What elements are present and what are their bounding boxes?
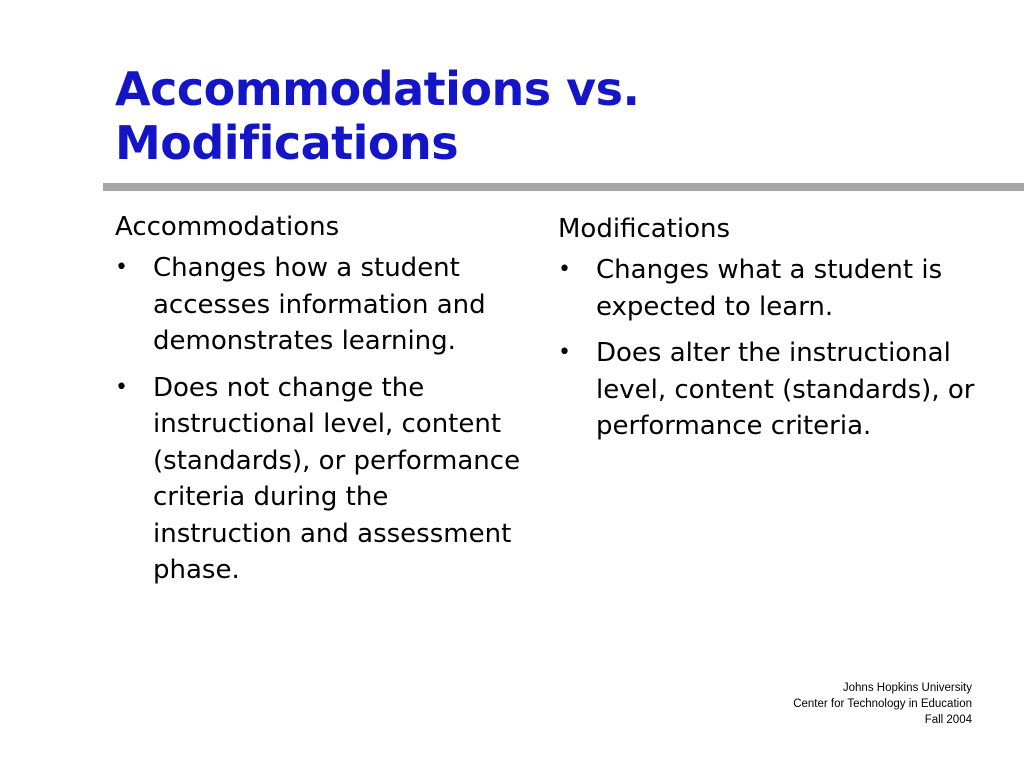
bullet-text: Changes how a student accesses information and demonstrates learning.: [153, 253, 486, 356]
bullet-icon: •: [558, 340, 571, 365]
modifications-list: [558, 252, 978, 445]
slide-title-line-1: Accommodations vs.: [115, 62, 640, 116]
bullet-icon: •: [115, 255, 128, 280]
footer-credits: [793, 680, 972, 728]
footer-date: Fall 2004: [924, 714, 972, 726]
modifications-column: [558, 212, 978, 455]
accommodations-list: [115, 250, 525, 589]
title-divider: [103, 183, 1024, 191]
accommodations-heading: Accommodations: [115, 212, 340, 242]
bullet-text: Does not change the instructional level, content (standards), or performance criteria during the instruction and assessment phase.: [153, 372, 521, 585]
accommodations-column: [115, 210, 525, 599]
bullet-text: Changes what a student is expected to learn.: [596, 255, 943, 322]
footer-institution: Johns Hopkins University: [842, 682, 972, 694]
footer-center: Center for Technology in Education: [793, 698, 972, 710]
bullet-text: Does alter the instructional level, content (standards), or performance criteria.: [596, 338, 975, 441]
modifications-heading: Modifications: [558, 214, 731, 244]
accommodations-bullet-1: [115, 250, 525, 360]
bullet-icon: •: [558, 257, 571, 282]
slide-title-line-2: Modifications: [115, 116, 459, 170]
accommodations-bullet-2: [115, 370, 525, 589]
bullet-icon: •: [115, 374, 128, 400]
modifications-bullet-2: [558, 335, 978, 445]
slide-title: [115, 62, 995, 170]
modifications-bullet-1: [558, 252, 978, 325]
